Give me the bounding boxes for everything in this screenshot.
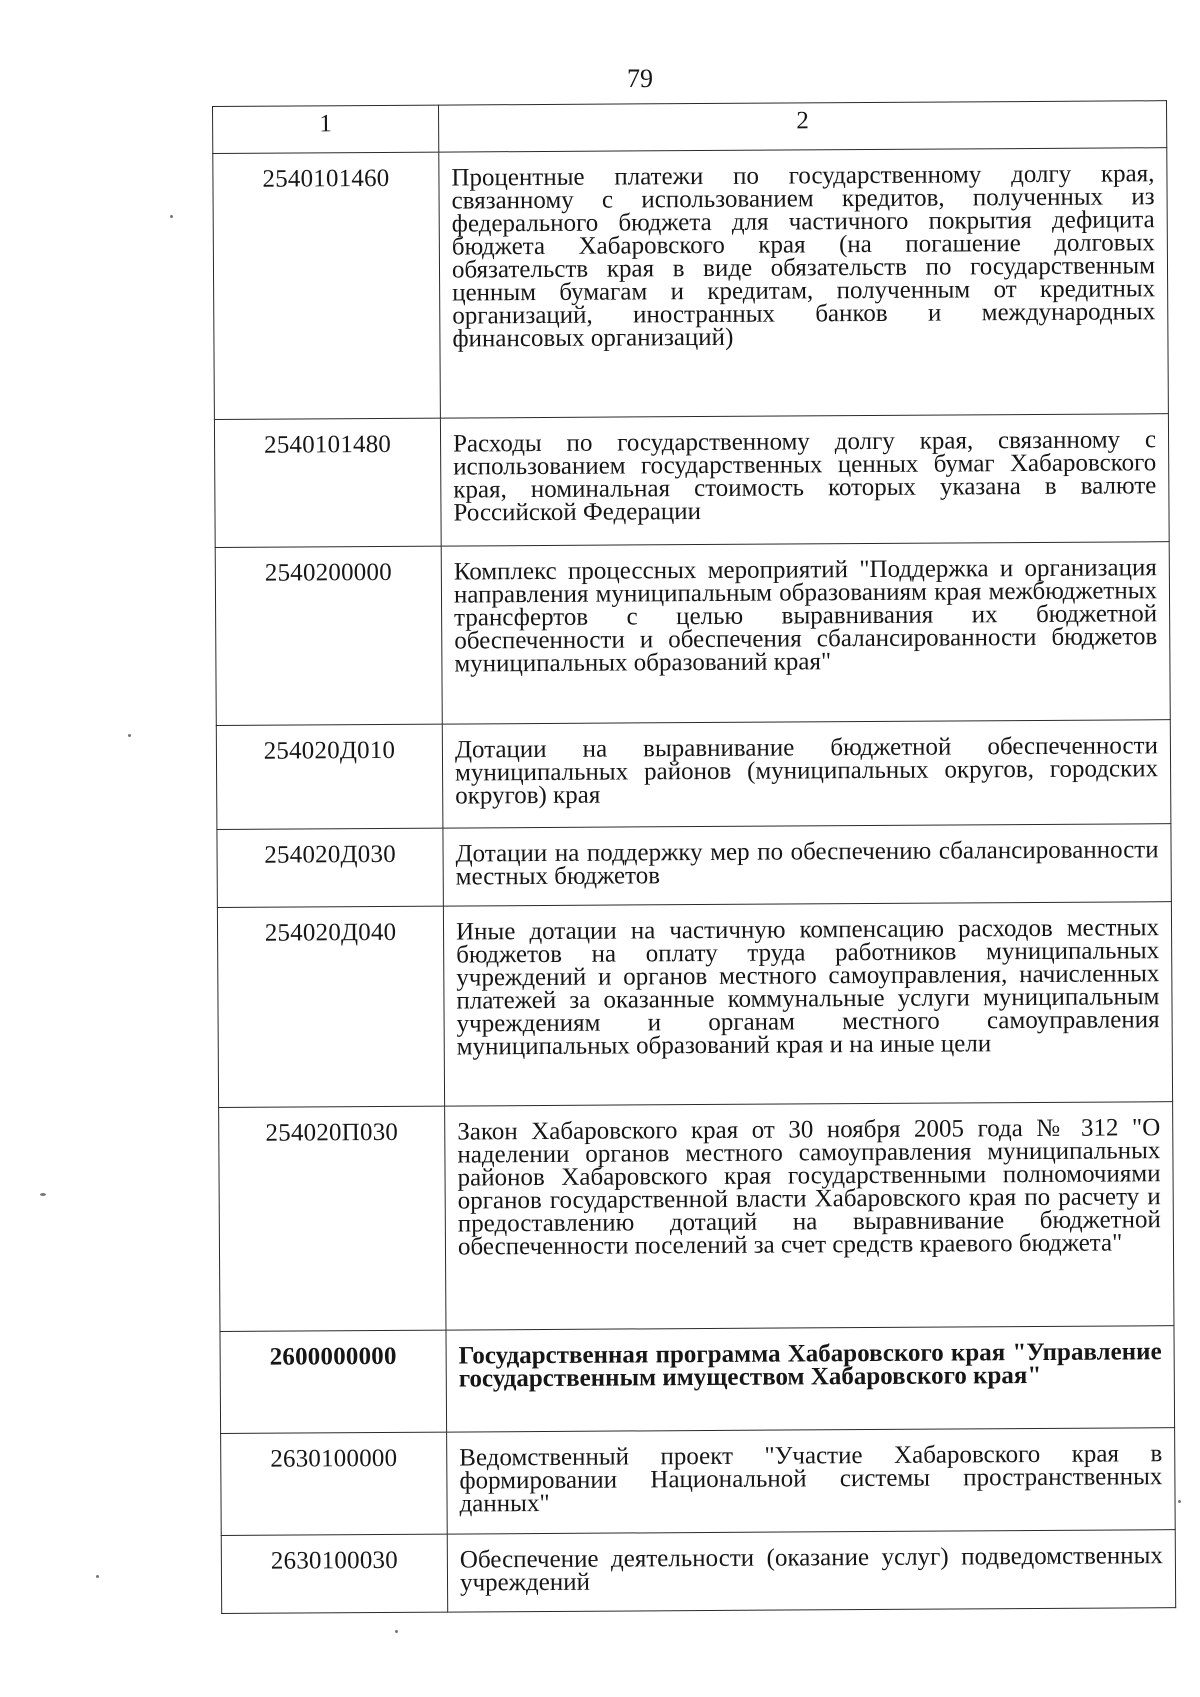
row-description: Государственная программа Хабаровского края "Управление государственным имуществом Хабаровского края" (446, 1326, 1175, 1432)
row-code: 2630100000 (221, 1432, 448, 1535)
row-description: Ведомственный проект "Участие Хабаровского края в формировании Национальной системы пространственных данных" (447, 1428, 1176, 1534)
table-row (217, 824, 1171, 908)
table-header-row (213, 101, 1167, 154)
budget-classification-table (212, 100, 1176, 1614)
row-description: Обеспечение деятельности (оказание услуг) подведомственных учреждений (447, 1530, 1175, 1612)
scan-speck (128, 734, 131, 737)
row-description: Расходы по государственному долгу края, связанному с использованием государственных ценных бумаг Хабаровского края, номинальная стоимость которых указана в валюте Российской Федерации (440, 414, 1169, 546)
table-body (213, 148, 1176, 1614)
row-description: Закон Хабаровского края от 30 ноября 2005 года № 312 "О наделении органов местного самоуправления муниципальных районов Хабаровского края государственными полномочиями органов государственной власти Хабаровского края по расчету и предоставлению дотаций на выравнивание бюджетной обеспеченности поселений за счет средств краевого бюджета" (445, 1102, 1174, 1330)
row-description: Дотации на поддержку мер по обеспечению сбалансированности местных бюджетов (443, 824, 1171, 906)
row-code: 2600000000 (220, 1330, 447, 1433)
row-code: 2540101480 (214, 418, 441, 547)
column-header-code: 1 (213, 105, 439, 153)
row-description: Комплекс процессных мероприятий "Поддержка и организация направления муниципальным образованиям края межбюджетных трансфертов с целью выравнивания их бюджетной обеспеченности и обеспечения сбалансированности бюджетов муниципальных образований края" (441, 542, 1170, 724)
row-code: 254020П030 (219, 1106, 446, 1331)
row-code: 2540200000 (215, 546, 442, 725)
table-row (221, 1530, 1175, 1614)
row-code: 254020Д040 (217, 906, 444, 1107)
row-description: Дотации на выравнивание бюджетной обеспеченности муниципальных районов (муниципальных округов, городских округов) края (442, 720, 1171, 828)
column-header-description: 2 (438, 101, 1166, 152)
scan-speck (395, 1630, 398, 1633)
row-description: Процентные платежи по государственному долгу края, связанному с использованием кредитов, полученных из федерального бюджета для частичного покрытия дефицита бюджета Хабаровского края (на погашение долговых обязательств края в виде обязательств по государственным ценным бумагам и кредитам, полученным от кредитных организаций, иностранных банков и международных финансовых организаций) (439, 148, 1169, 418)
table-row (216, 720, 1171, 830)
table-row (214, 414, 1169, 548)
table-row (213, 148, 1169, 420)
scan-speck (1178, 1500, 1181, 1503)
row-code: 2630100030 (221, 1534, 447, 1613)
table-row (215, 542, 1170, 726)
scan-speck (40, 1193, 46, 1196)
page-number: 79 (627, 64, 653, 93)
table-row (219, 1102, 1174, 1332)
table-row (217, 902, 1172, 1108)
scan-speck (170, 215, 173, 218)
row-description: Иные дотации на частичную компенсацию расходов местных бюджетов на оплату труда работников муниципальных учреждений и органов местного самоуправления, начисленных платежей за оказанные коммунальные услуги муниципальным учреждениям и органам местного самоуправления муниципальных образований края и на иные цели (443, 902, 1172, 1106)
table-row (220, 1326, 1175, 1434)
row-code: 254020Д030 (217, 828, 443, 907)
row-code: 254020Д010 (216, 724, 443, 829)
scan-speck (96, 1575, 99, 1578)
row-code: 2540101460 (213, 152, 441, 419)
table-row (221, 1428, 1176, 1536)
